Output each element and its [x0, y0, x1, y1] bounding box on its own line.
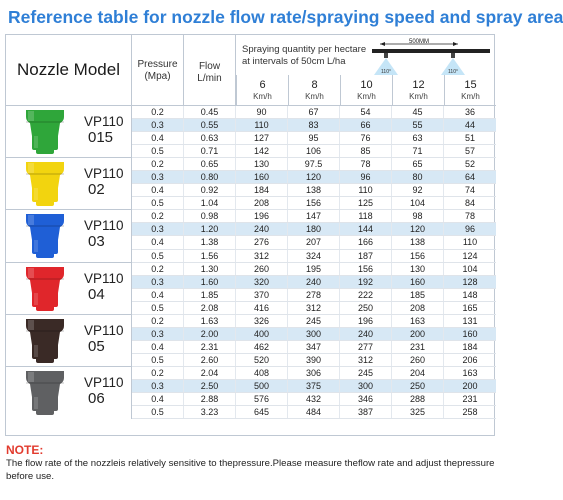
flow-cell: 2.50: [184, 380, 236, 392]
nozzle-code: 02: [88, 181, 105, 199]
table-row: [132, 367, 496, 380]
speed-8-cell: 95: [288, 132, 340, 144]
speed-unit: Km/h: [461, 92, 480, 101]
speed-6-cell: 312: [236, 250, 288, 262]
speed-8-cell: 147: [288, 210, 340, 222]
speed-6-cell: 370: [236, 289, 288, 301]
speed-10-cell: 312: [340, 354, 392, 366]
speed-8-cell: 83: [288, 119, 340, 131]
speed-12-cell: 260: [392, 354, 444, 366]
flow-cell: 1.30: [184, 263, 236, 275]
speed-value: 15: [464, 79, 477, 91]
pressure-cell: 0.5: [132, 250, 184, 262]
speed-6-cell: 130: [236, 158, 288, 170]
pressure-cell: 0.2: [132, 158, 184, 170]
nozzle-group: [6, 367, 132, 419]
speed-15-cell: 163: [462, 367, 478, 378]
speed-12-cell: 156: [392, 250, 444, 262]
flow-cell: 0.55: [184, 119, 236, 131]
speed-15-cell: 36: [464, 107, 475, 117]
speed-8-cell: 375: [288, 380, 340, 392]
pressure-cell: 0.5: [132, 354, 184, 366]
flow-cell: 2.60: [184, 354, 236, 366]
nozzle-group: [6, 263, 132, 315]
pressure-cell: 0.2: [132, 263, 184, 275]
speed-6-cell: 462: [236, 341, 288, 353]
nozzle-code: 03: [88, 233, 105, 251]
pressure-cell: 0.4: [132, 393, 184, 405]
speed-8-cell: 138: [288, 184, 340, 196]
speed-10-cell: 222: [340, 289, 392, 301]
pressure-cell: 0.2: [132, 367, 184, 379]
nozzle-series: VP110: [84, 166, 124, 182]
yellow-nozzle-icon: [18, 160, 72, 208]
pressure-cell: 0.4: [132, 184, 184, 196]
green-nozzle-icon: [18, 108, 72, 156]
pressure-cell: 0.5: [132, 145, 184, 157]
speed-8-cell: 278: [288, 289, 340, 301]
table-row: [132, 184, 496, 197]
pressure-cell: 0.4: [132, 236, 184, 248]
nozzle-group: [6, 210, 132, 262]
speed-15-cell: 206: [462, 354, 478, 365]
flow-cell: 1.38: [184, 236, 236, 248]
speed-15-cell: 165: [462, 302, 478, 313]
table-row: [132, 354, 496, 367]
nozzle-code: 04: [88, 285, 105, 303]
speed-6-cell: 240: [236, 223, 288, 235]
nozzle-series: VP110: [84, 270, 124, 286]
speed-10-cell: 192: [340, 276, 392, 288]
speed-15-cell: 96: [464, 224, 475, 235]
header-speed-15: [444, 75, 496, 106]
nozzle-series: VP110: [84, 218, 124, 234]
nozzle-model-name: [84, 114, 130, 146]
speed-6-cell: 196: [236, 210, 288, 222]
nozzle-series: VP110: [84, 114, 124, 129]
speed-15-cell: 200: [462, 380, 478, 391]
speed-10-cell: 110: [340, 184, 392, 196]
table-row: [132, 302, 496, 315]
flow-cell: 0.65: [184, 158, 236, 170]
flow-cell: 2.88: [184, 393, 236, 405]
pressure-cell: 0.3: [132, 171, 184, 183]
speed-12-cell: 200: [392, 328, 444, 340]
speed-6-cell: 160: [236, 171, 288, 183]
speed-8-cell: 300: [288, 328, 340, 340]
speed-15-cell: 52: [464, 159, 475, 170]
speed-12-cell: 231: [392, 341, 444, 353]
flow-cell: 1.56: [184, 250, 236, 262]
note-title: NOTE:: [6, 443, 44, 457]
speed-15-cell: 148: [462, 289, 478, 300]
speed-15-cell: 128: [462, 276, 478, 287]
speed-6-cell: 645: [236, 406, 288, 418]
header-speed-6: [236, 75, 288, 106]
speed-15-cell: 51: [464, 133, 475, 144]
table-row: [132, 250, 496, 263]
speed-8-cell: 97.5: [288, 158, 340, 170]
speed-10-cell: 66: [340, 119, 392, 131]
speed-10-cell: 250: [340, 302, 392, 314]
pressure-cell: 0.5: [132, 197, 184, 209]
speed-15-cell: 44: [464, 120, 475, 131]
nozzle-model-name: [84, 166, 130, 198]
table-row: [132, 380, 496, 393]
pressure-cell: 0.2: [132, 210, 184, 222]
speed-8-cell: 312: [288, 302, 340, 314]
pressure-cell: 0.2: [132, 106, 184, 118]
speed-15-cell: 184: [462, 341, 478, 352]
speed-15-cell: 258: [462, 407, 478, 418]
nozzle-series: VP110: [84, 374, 124, 390]
header-pressure-unit: (Mpa): [144, 71, 171, 82]
header-pressure: [132, 35, 184, 106]
table-row: [132, 158, 496, 171]
speed-8-cell: 484: [288, 406, 340, 418]
flow-cell: 3.23: [184, 406, 236, 418]
pressure-cell: 0.3: [132, 328, 184, 340]
nozzle-group: [6, 315, 132, 367]
speed-8-cell: 432: [288, 393, 340, 405]
speed-15-cell: 74: [464, 185, 475, 196]
speed-8-cell: 347: [288, 341, 340, 353]
speed-8-cell: 390: [288, 354, 340, 366]
speed-10-cell: 387: [340, 406, 392, 418]
speed-10-cell: 166: [340, 236, 392, 248]
speed-12-cell: 65: [392, 158, 444, 170]
header-speed-8: [288, 75, 340, 106]
blue-nozzle-icon: [18, 212, 72, 260]
table-row: [132, 236, 496, 249]
nozzle-model-name: [84, 375, 130, 407]
speed-10-cell: 300: [340, 380, 392, 392]
table-row: [132, 106, 496, 119]
pressure-cell: 0.5: [132, 302, 184, 314]
speed-12-cell: 185: [392, 289, 444, 301]
speed-15-cell: 131: [462, 315, 478, 326]
diagram-width-label: 500MM: [408, 39, 430, 45]
speed-12-cell: 208: [392, 302, 444, 314]
nozzle-code: 015: [88, 129, 114, 146]
speed-8-cell: 306: [288, 367, 340, 379]
speed-8-cell: 106: [288, 145, 340, 157]
spray-boom-diagram-icon: [370, 37, 494, 77]
header-speed-10: [340, 75, 392, 106]
speed-12-cell: 160: [392, 276, 444, 288]
pressure-cell: 0.4: [132, 132, 184, 144]
speed-12-cell: 288: [392, 393, 444, 405]
speed-12-cell: 163: [392, 315, 444, 327]
header-pressure-label: Pressure: [137, 59, 178, 70]
speed-12-cell: 325: [392, 406, 444, 418]
speed-6-cell: 208: [236, 197, 288, 209]
speed-unit: Km/h: [357, 92, 376, 101]
pressure-cell: 0.4: [132, 341, 184, 353]
table-row: [132, 393, 496, 406]
flow-cell: 1.85: [184, 289, 236, 301]
flow-cell: 2.04: [184, 367, 236, 379]
flow-cell: 2.08: [184, 302, 236, 314]
speed-12-cell: 92: [392, 184, 444, 196]
speed-12-cell: 250: [392, 380, 444, 392]
table-row: [132, 315, 496, 328]
red-nozzle-icon: [18, 265, 72, 313]
speed-value: 6: [259, 79, 266, 91]
table-row: [132, 119, 496, 132]
page-title: Reference table for nozzle flow rate/spraying speed and spray area: [0, 0, 500, 34]
flow-cell: 0.92: [184, 184, 236, 196]
flow-cell: 1.60: [184, 276, 236, 288]
speed-10-cell: 187: [340, 250, 392, 262]
speed-6-cell: 576: [236, 393, 288, 405]
flow-cell: 1.04: [184, 197, 236, 209]
nozzle-model-column: [6, 106, 132, 419]
header-spray-line1: Spraying quantity per hectare: [242, 44, 367, 55]
flow-cell: 1.20: [184, 223, 236, 235]
speed-6-cell: 500: [236, 380, 288, 392]
speed-6-cell: 142: [236, 145, 288, 157]
speed-8-cell: 67: [288, 106, 340, 118]
flow-cell: 1.63: [184, 315, 236, 327]
table-row: [132, 210, 496, 223]
pressure-cell: 0.3: [132, 119, 184, 131]
nozzle-model-name: [84, 271, 130, 303]
speed-6-cell: 520: [236, 354, 288, 366]
flow-rate-table: [5, 34, 495, 436]
flow-cell: 0.45: [184, 106, 236, 118]
header-speed-12: [392, 75, 444, 106]
speed-8-cell: 156: [288, 197, 340, 209]
speed-15-cell: 84: [464, 198, 475, 209]
speed-10-cell: 54: [340, 106, 392, 118]
speed-6-cell: 184: [236, 184, 288, 196]
table-row: [132, 276, 496, 289]
speed-12-cell: 104: [392, 197, 444, 209]
speed-8-cell: 245: [288, 315, 340, 327]
speed-value: 12: [412, 79, 425, 91]
speed-unit: Km/h: [253, 92, 272, 101]
pressure-cell: 0.3: [132, 380, 184, 392]
speed-value: 8: [311, 79, 318, 91]
speed-12-cell: 45: [392, 106, 444, 118]
brown-nozzle-icon: [18, 317, 72, 365]
speed-12-cell: 55: [392, 119, 444, 131]
speed-12-cell: 138: [392, 236, 444, 248]
diagram-angle-label-left: 110°: [381, 69, 391, 75]
speed-6-cell: 260: [236, 263, 288, 275]
speed-12-cell: 98: [392, 210, 444, 222]
table-row: [132, 145, 496, 158]
nozzle-group: [6, 106, 132, 158]
speed-10-cell: 144: [340, 223, 392, 235]
speed-10-cell: 125: [340, 197, 392, 209]
speed-6-cell: 326: [236, 315, 288, 327]
speed-8-cell: 180: [288, 223, 340, 235]
table-row: [132, 197, 496, 210]
nozzle-code: 05: [88, 337, 105, 355]
header-nozzle-model: Nozzle Model: [6, 35, 132, 106]
speed-value: 10: [360, 79, 373, 91]
speed-15-cell: 160: [462, 328, 478, 339]
flow-cell: 2.31: [184, 341, 236, 353]
pressure-cell: 0.3: [132, 276, 184, 288]
speed-12-cell: 71: [392, 145, 444, 157]
speed-15-cell: 110: [462, 237, 478, 248]
note-text: The flow rate of the nozzleis relatively sensitive to thepressure.Please measure theflow rate and adjust thepressure before use.: [6, 458, 495, 482]
table-row: [132, 132, 496, 145]
speed-12-cell: 120: [392, 223, 444, 235]
speed-8-cell: 324: [288, 250, 340, 262]
speed-10-cell: 346: [340, 393, 392, 405]
speed-12-cell: 130: [392, 263, 444, 275]
speed-12-cell: 80: [392, 171, 444, 183]
speed-10-cell: 156: [340, 263, 392, 275]
table-row: [132, 328, 496, 341]
nozzle-code: 06: [88, 389, 105, 407]
nozzle-series: VP110: [84, 322, 124, 338]
speed-6-cell: 320: [236, 276, 288, 288]
speed-8-cell: 120: [288, 171, 340, 183]
flow-cell: 2.00: [184, 328, 236, 340]
speed-6-cell: 127: [236, 132, 288, 144]
pressure-cell: 0.5: [132, 406, 184, 418]
table-row: [132, 223, 496, 236]
speed-8-cell: 240: [288, 276, 340, 288]
speed-unit: Km/h: [305, 92, 324, 101]
speed-10-cell: 85: [340, 145, 392, 157]
speed-6-cell: 416: [236, 302, 288, 314]
speed-10-cell: 78: [340, 158, 392, 170]
speed-12-cell: 204: [392, 367, 444, 379]
speed-15-cell: 57: [464, 146, 475, 157]
nozzle-model-name: [84, 323, 130, 355]
speed-15-cell: 64: [464, 172, 475, 183]
header-flow: [184, 35, 236, 106]
table-row: [132, 341, 496, 354]
speed-15-cell: 124: [462, 250, 478, 261]
gray-nozzle-icon: [18, 369, 72, 417]
flow-cell: 0.80: [184, 171, 236, 183]
data-rows: [132, 106, 496, 419]
speed-6-cell: 110: [236, 119, 288, 131]
speed-10-cell: 76: [340, 132, 392, 144]
speed-15-cell: 231: [462, 394, 478, 405]
flow-cell: 0.63: [184, 132, 236, 144]
speed-15-cell: 104: [462, 263, 478, 274]
header-flow-unit: L/min: [197, 73, 222, 84]
table-row: [132, 406, 496, 419]
nozzle-model-name: [84, 218, 130, 250]
diagram-angle-label-right: 110°: [448, 69, 458, 75]
flow-cell: 0.98: [184, 210, 236, 222]
pressure-cell: 0.2: [132, 315, 184, 327]
header-flow-label: Flow: [198, 61, 221, 72]
flow-cell: 0.71: [184, 145, 236, 157]
speed-unit: Km/h: [409, 92, 428, 101]
pressure-cell: 0.3: [132, 223, 184, 235]
nozzle-group: [6, 158, 132, 210]
table-row: [132, 171, 496, 184]
speed-8-cell: 207: [288, 236, 340, 248]
speed-15-cell: 78: [464, 211, 475, 222]
speed-6-cell: 400: [236, 328, 288, 340]
speed-10-cell: 96: [340, 171, 392, 183]
table-row: [132, 289, 496, 302]
speed-10-cell: 240: [340, 328, 392, 340]
speed-6-cell: 408: [236, 367, 288, 379]
speed-6-cell: 90: [236, 106, 288, 118]
speed-10-cell: 196: [340, 315, 392, 327]
speed-8-cell: 195: [288, 263, 340, 275]
speed-10-cell: 277: [340, 341, 392, 353]
speed-10-cell: 118: [340, 210, 392, 222]
speed-10-cell: 245: [340, 367, 392, 379]
speed-6-cell: 276: [236, 236, 288, 248]
pressure-cell: 0.4: [132, 289, 184, 301]
speed-12-cell: 63: [392, 132, 444, 144]
header-spray-line2: at intervals of 50cm L/ha: [242, 56, 346, 67]
table-row: [132, 263, 496, 276]
